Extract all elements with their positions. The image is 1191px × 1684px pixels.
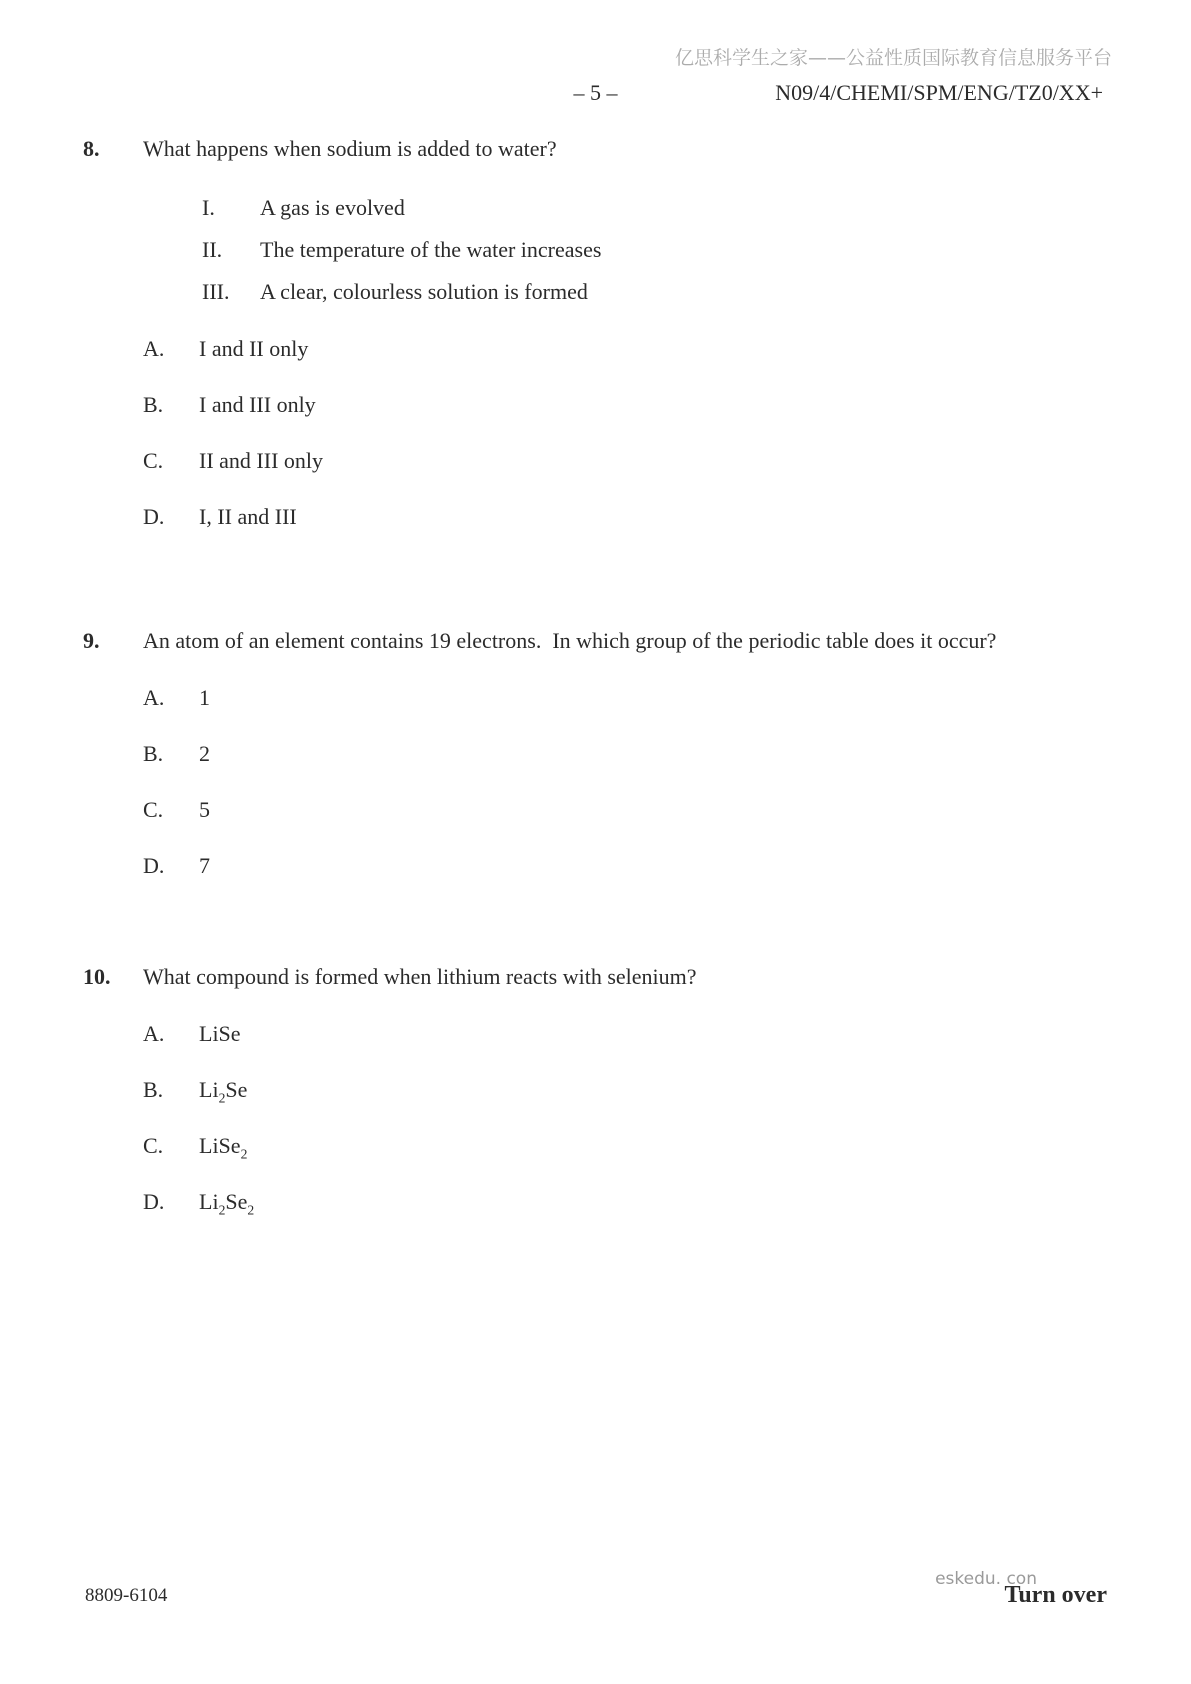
question-stem: What happens when sodium is added to water?	[143, 136, 557, 161]
option-text: I and III only	[199, 392, 316, 417]
question-stem-row	[0, 962, 1191, 992]
question-stem: An atom of an element contains 19 electrons. In which group of the periodic table does it occur?	[143, 628, 997, 653]
option-letter: B.	[143, 1077, 164, 1102]
option-letter: D.	[143, 504, 165, 529]
question-number: 9.	[83, 628, 100, 653]
statement-list	[0, 193, 1191, 307]
option-list	[0, 334, 1191, 532]
option-formula: LiSe	[199, 1021, 241, 1046]
option-row	[0, 1187, 1191, 1217]
question-number: 8.	[83, 136, 100, 161]
option-letter: B.	[143, 741, 164, 766]
option-row	[0, 795, 1191, 825]
statement-text: The temperature of the water increases	[260, 237, 602, 262]
statement-row	[0, 193, 1191, 223]
option-row	[0, 683, 1191, 713]
question-stem-row	[0, 626, 1191, 656]
question-9	[0, 626, 1191, 881]
option-row	[0, 739, 1191, 769]
footer-watermark: eskedu. con	[935, 1569, 1037, 1589]
option-letter: C.	[143, 1133, 164, 1158]
question-10	[0, 962, 1191, 1217]
statement-numeral: I.	[202, 195, 215, 220]
header-watermark-chinese: 亿思科学生之家——公益性质国际教育信息服务平台	[675, 47, 1113, 69]
statement-numeral: III.	[202, 279, 230, 304]
option-text: 5	[199, 797, 210, 822]
question-stem-row	[0, 134, 1191, 164]
option-text: I, II and III	[199, 504, 297, 529]
turn-over-label: Turn over	[1004, 1582, 1107, 1608]
option-formula: LiSe$_2$	[199, 1133, 248, 1162]
option-letter: D.	[143, 853, 165, 878]
option-letter: A.	[143, 1021, 165, 1046]
option-row	[0, 334, 1191, 364]
option-letter: A.	[143, 685, 165, 710]
option-letter: D.	[143, 1189, 165, 1214]
statement-text: A gas is evolved	[260, 195, 405, 220]
question-number: 10.	[83, 964, 111, 989]
option-text: I and II only	[199, 336, 309, 361]
option-text: II and III only	[199, 448, 324, 473]
statement-text: A clear, colourless solution is formed	[260, 279, 588, 304]
option-text: 2	[199, 741, 210, 766]
option-list	[0, 683, 1191, 881]
option-row	[0, 446, 1191, 476]
option-formula: $Li_2Se$	[199, 1077, 248, 1106]
option-row	[0, 1075, 1191, 1105]
option-letter: C.	[143, 797, 164, 822]
option-letter: B.	[143, 392, 164, 417]
exam-paper-code: N09/4/CHEMI/SPM/ENG/TZ0/XX+	[775, 80, 1103, 105]
option-row	[0, 390, 1191, 420]
option-letter: A.	[143, 336, 165, 361]
option-row	[0, 502, 1191, 532]
option-formula: $Li_2Se_2$	[199, 1189, 255, 1218]
page-number: – 5 –	[573, 80, 618, 105]
statement-row	[0, 277, 1191, 307]
question-stem: What compound is formed when lithium reacts with selenium?	[143, 964, 697, 989]
option-row	[0, 1019, 1191, 1049]
option-text: 1	[199, 685, 210, 710]
option-letter: C.	[143, 448, 164, 473]
footer-paper-code: 8809-6104	[85, 1585, 168, 1606]
question-8	[0, 134, 1191, 532]
option-list	[0, 1019, 1191, 1217]
option-text: 7	[199, 853, 210, 878]
statement-numeral: II.	[202, 237, 223, 262]
option-row	[0, 1131, 1191, 1161]
option-row	[0, 851, 1191, 881]
statement-row	[0, 235, 1191, 265]
